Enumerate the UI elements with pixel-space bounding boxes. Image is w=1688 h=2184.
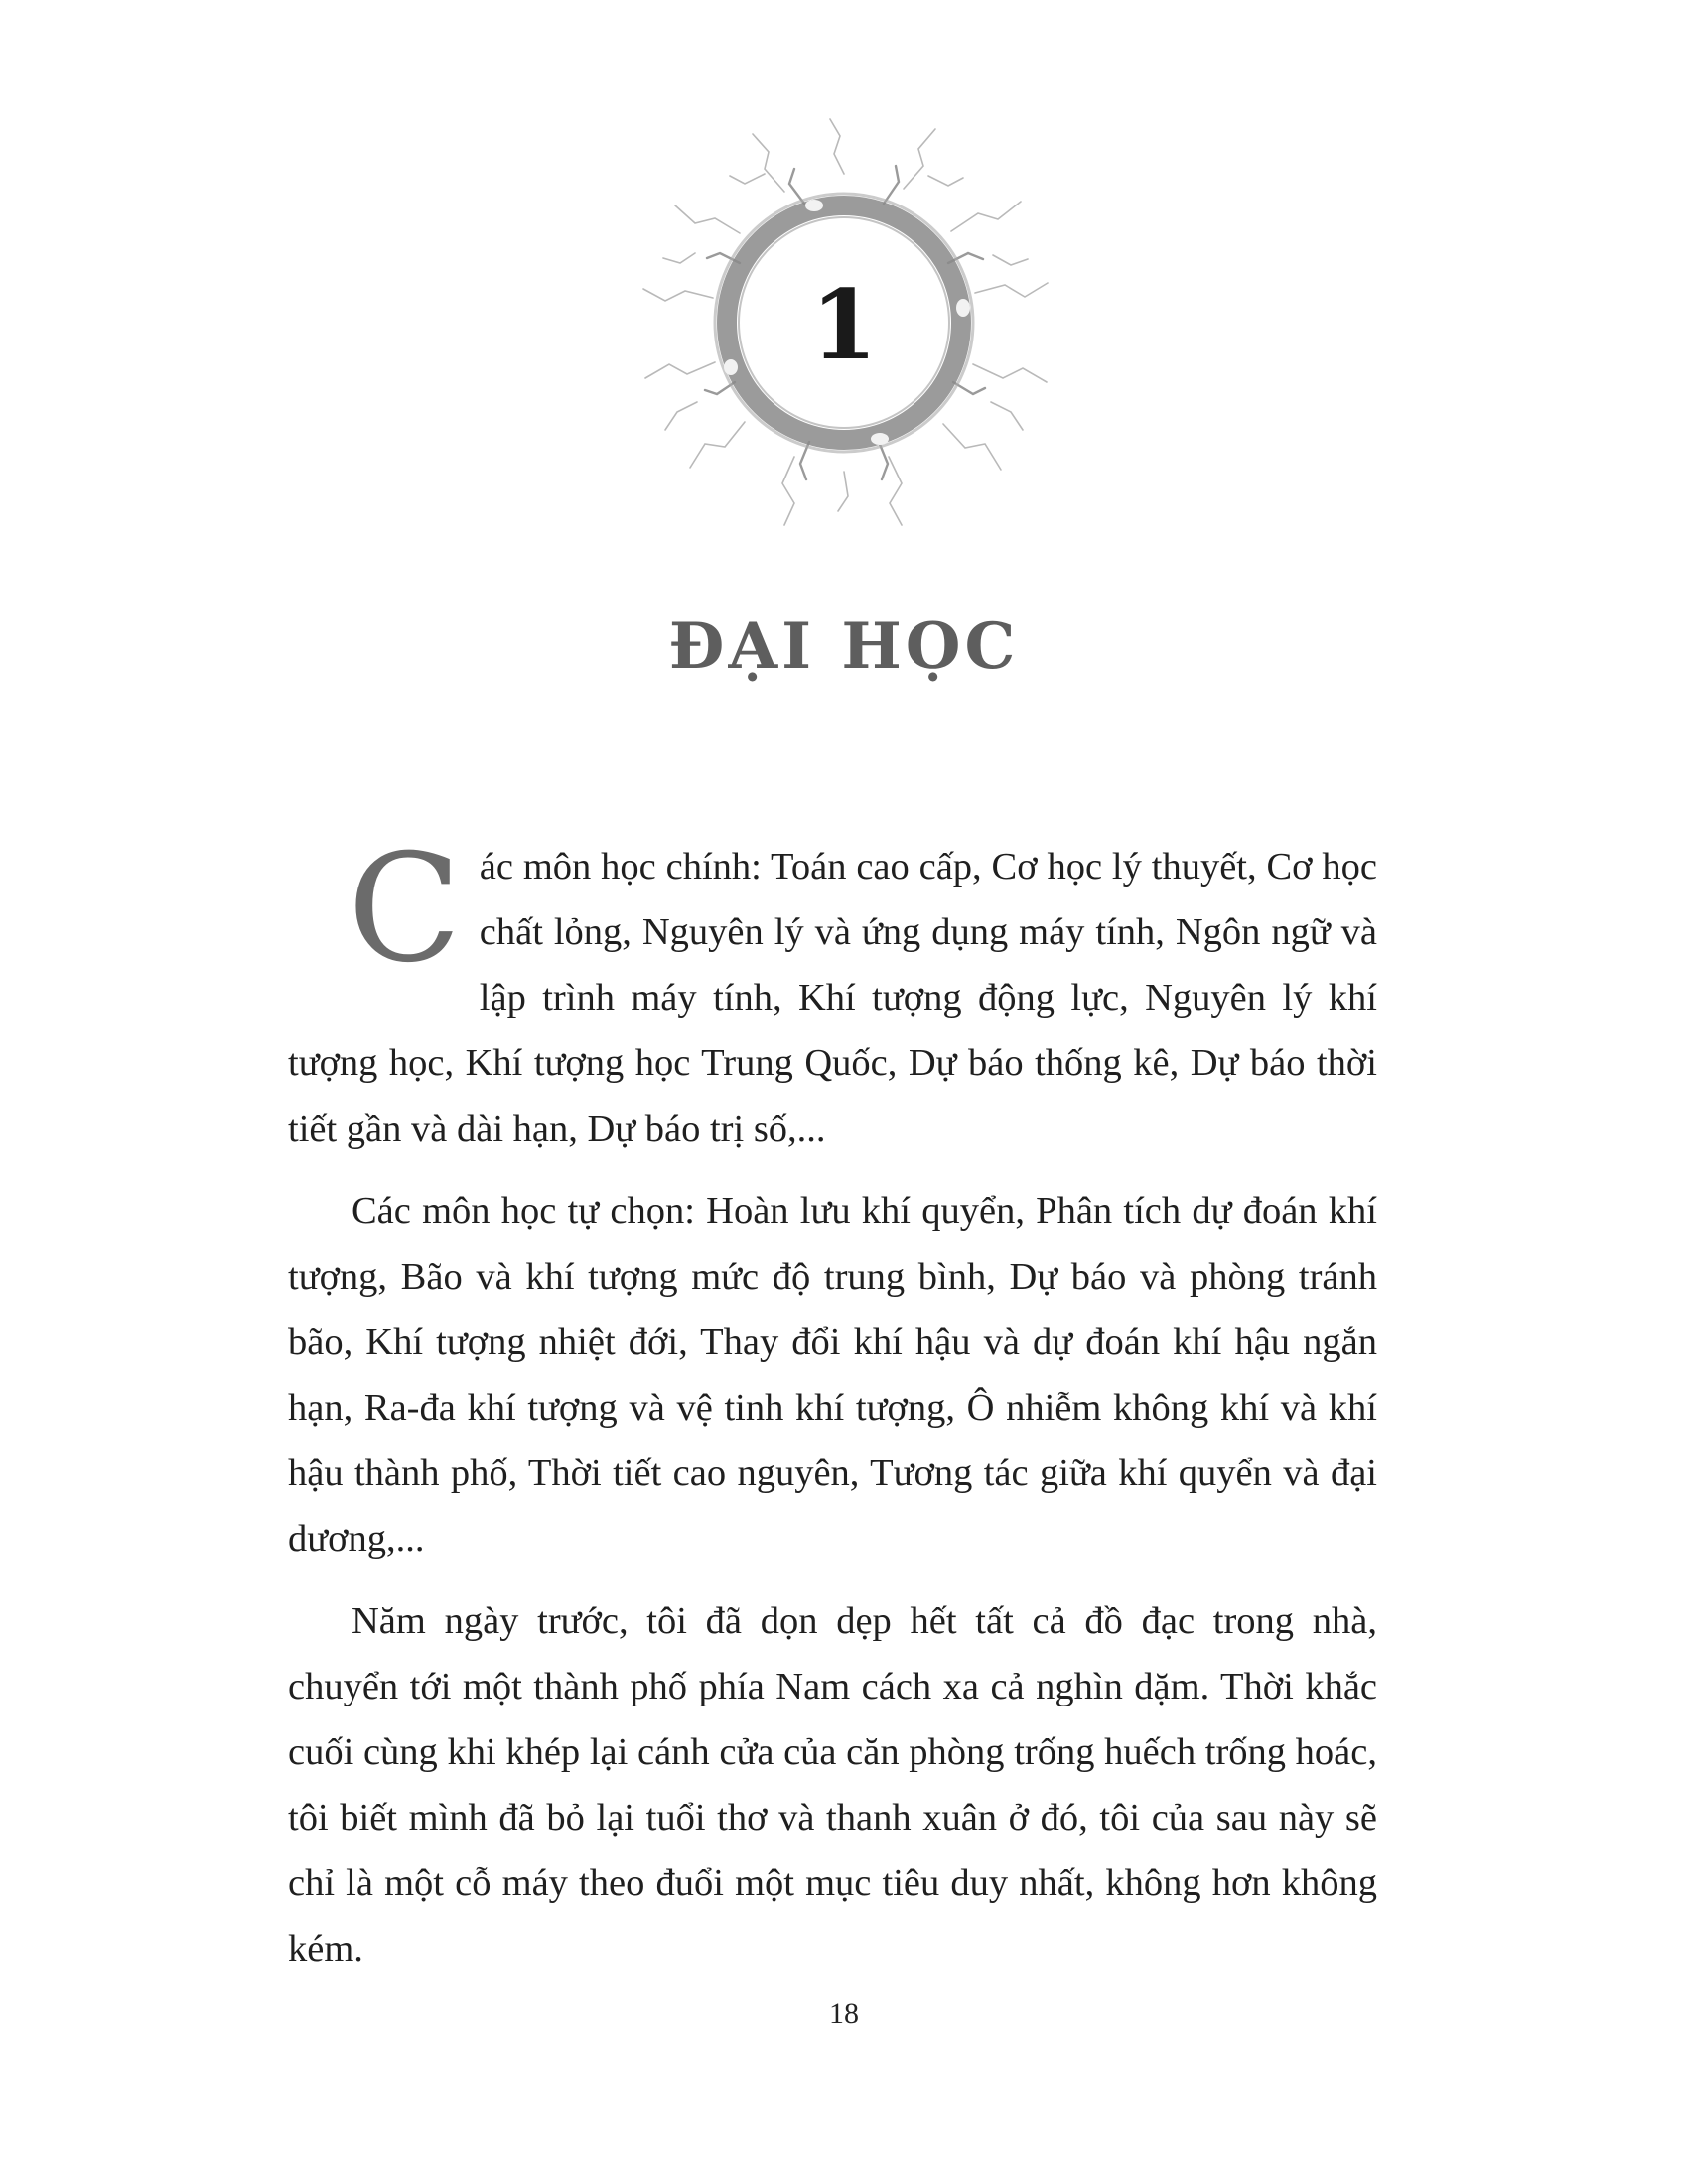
- chapter-number: 1: [810, 269, 878, 381]
- paragraph-2: Các môn học tự chọn: Hoàn lưu khí quyển, Phân tích dự đoán khí tượng, Bão và khí tượng mức độ trung bình, Dự báo và phòng tránh bão, Khí tượng nhiệt đới, Thay đổi khí hậu và dự đoán khí hậu ngắn hạn, Ra-đa khí tượng và vệ tinh khí tượng, Ô nhiễm không khí và khí hậu thành phố, Thời tiết cao nguyên, Tương tác giữa khí quyển và đại dương,...: [288, 1190, 1377, 1560]
- page-number: 18: [829, 1997, 859, 2030]
- paragraph-1-text: ác môn học chính: Toán cao cấp, Cơ học lý thuyết, Cơ học chất lỏng, Nguyên lý và ứng dụng máy tính, Ngôn ngữ và lập trình máy tính, Khí tượng động lực, Nguyên lý khí tượng học, Khí tượng học Trung Quốc, Dự báo thống kê, Dự báo thời tiết gần và dài hạn, Dự báo trị số,...: [288, 846, 1377, 1150]
- paragraph-3: Năm ngày trước, tôi đã dọn dẹp hết tất cả đồ đạc trong nhà, chuyển tới một thành phố phía Nam cách xa cả nghìn dặm. Thời khắc cuối cùng khi khép lại cánh cửa của căn phòng trống huếch trống hoác, tôi biết mình đã bỏ lại tuổi thơ và thanh xuân ở đó, tôi của sau này sẽ chỉ là một cỗ máy theo đuổi một mục tiêu duy nhất, không hơn không kém.: [288, 1600, 1377, 1970]
- chapter-emblem: [635, 114, 1053, 531]
- chapter-body: [288, 823, 1377, 1998]
- drop-cap: C: [348, 823, 462, 996]
- paragraph-1: [288, 823, 1377, 1161]
- chapter-title: ĐẠI HỌC: [668, 610, 1020, 684]
